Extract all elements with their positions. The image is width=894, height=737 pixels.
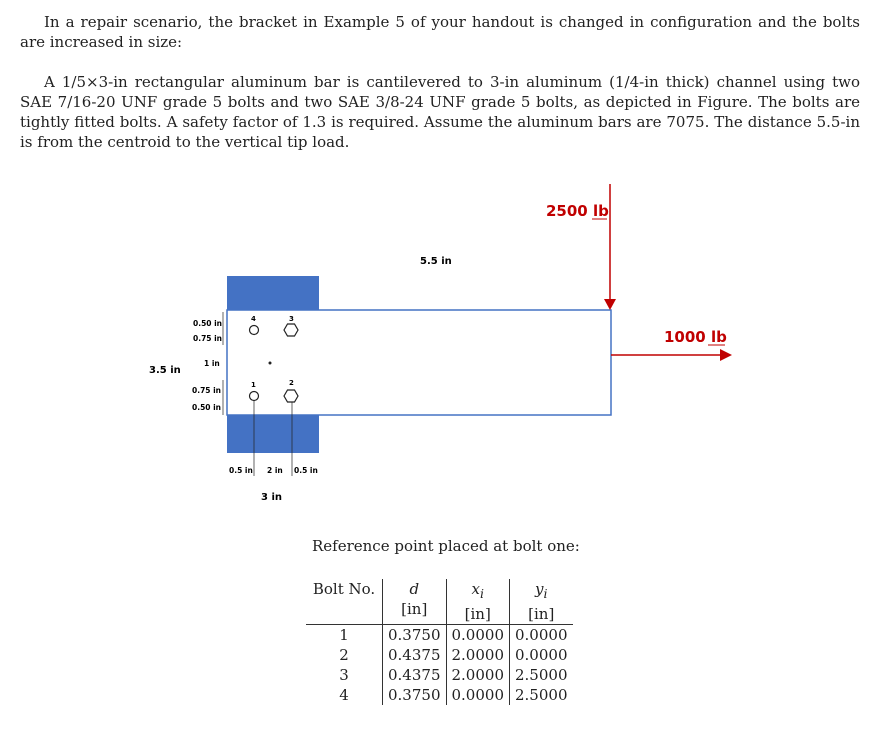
problem-statement: A 1/5×3-in rectangular aluminum bar is cantilevered to 3-in aluminum (1/4-in thick) channel using two SAE 7/16-20 UNF grade 5 bolts and two SAE 3/8-24 UNF grade 5 bolts, as depicted in Figure. The bolts are tightly fitted bolts. A safety factor of 1.3 is required. Assume the aluminum bars are 7075. The distance 5.5-in is from the centroid to the vertical tip load. bbox=[20, 73, 860, 151]
channel-bottom bbox=[227, 415, 319, 453]
header-xi: $x_i$ [in] bbox=[446, 579, 510, 625]
dim-left-2: 1 in bbox=[204, 359, 220, 368]
bolt-4 bbox=[250, 315, 259, 335]
dim-left-1: 0.75 in bbox=[193, 334, 223, 343]
horizontal-load-label: 1000 lb bbox=[664, 328, 727, 346]
table-row: 1 0.3750 0.0000 0.0000 bbox=[306, 625, 573, 646]
centroid-dot bbox=[269, 362, 272, 365]
dim-left-4: 0.50 in bbox=[192, 403, 222, 412]
vertical-load-label: 2500 lb bbox=[546, 202, 609, 220]
dim-bottom-1: 2 in bbox=[267, 466, 283, 475]
dim-height: 3.5 in bbox=[149, 365, 181, 376]
channel-top bbox=[227, 276, 319, 310]
dim-bottom-2: 0.5 in bbox=[294, 466, 318, 475]
dim-length: 5.5 in bbox=[420, 256, 452, 267]
header-bolt-no: Bolt No. bbox=[312, 580, 376, 598]
table-row: 2 0.4375 2.0000 0.0000 bbox=[306, 645, 573, 665]
header-d: d [in] bbox=[383, 579, 447, 625]
dim-left-3: 0.75 in bbox=[192, 386, 222, 395]
bolt-1-label: 1 bbox=[251, 381, 256, 389]
reference-caption: Reference point placed at bolt one: bbox=[312, 537, 580, 555]
cantilever-bar bbox=[227, 310, 611, 415]
table-row: 4 0.3750 0.0000 2.5000 bbox=[306, 685, 573, 705]
bolt-4-label: 4 bbox=[251, 315, 256, 323]
table-row: 3 0.4375 2.0000 2.5000 bbox=[306, 665, 573, 685]
table-header bbox=[306, 579, 573, 625]
bolt-1 bbox=[250, 381, 259, 401]
intro-paragraph: In a repair scenario, the bracket in Example 5 of your handout is changed in configuration and the bolts are increased in size: bbox=[20, 13, 860, 51]
vertical-load-arrowhead bbox=[604, 299, 616, 310]
bolt-3-label: 3 bbox=[289, 315, 294, 323]
dim-width: 3 in bbox=[261, 492, 282, 503]
bolt-table bbox=[306, 579, 573, 705]
dim-bottom-0: 0.5 in bbox=[229, 466, 253, 475]
dim-left-0: 0.50 in bbox=[193, 319, 223, 328]
horizontal-load-arrowhead bbox=[720, 349, 732, 361]
header-yi: $y_i$ [in] bbox=[510, 579, 573, 625]
bolt-2-label: 2 bbox=[289, 379, 294, 387]
bolt-3 bbox=[284, 315, 298, 336]
bolt-2 bbox=[284, 379, 298, 402]
